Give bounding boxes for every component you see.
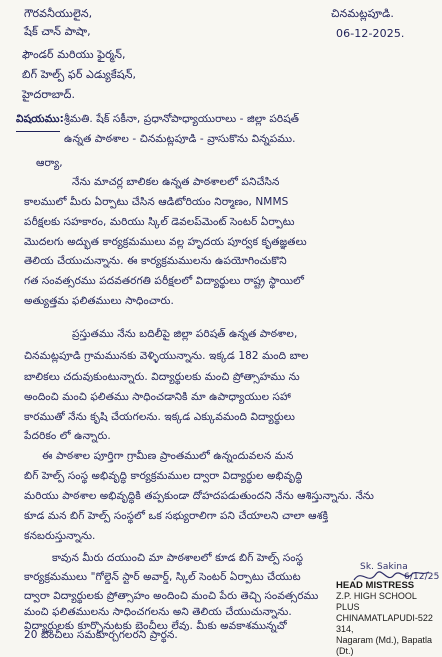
body-line: కార్యక్రమములు "గోల్డెన్ స్టార్ అవార్డ్, స్కిల్ సెంటర్ ఏర్పాటు చేయుట [24, 571, 301, 583]
body-line: చినమట్లపూడి గ్రామమునకు వెళ్ళియున్నాను. ఇక్కడ 182 మంది బాల [24, 350, 309, 362]
subject-line-2: ఉన్నత పాఠశాల - చినమట్లపూడి - వ్రాసుకొను విన్నపము. [64, 133, 296, 145]
body-line: అత్యుత్తమ ఫలితములు సాధించారు. [24, 295, 174, 307]
greeting: ఆర్యా, [36, 157, 63, 169]
subject-underline [16, 131, 60, 132]
body-line: బాలికలు చదువుకుంటున్నారు. విద్యార్థులకు మంచి ప్రోత్సాహము ను [24, 371, 300, 383]
recipient-line-1: గౌరవనీయులైన, [24, 7, 93, 20]
sender-place: చినమట్లపూడి. [331, 7, 395, 20]
sender-date: 06-12-2025. [336, 27, 405, 40]
body-line: కనబరుస్తున్నాను. [24, 530, 96, 542]
body-line: కూడ మన బిగ్ హెల్ప్ సంస్థలో ఒక సభ్యురాలిగా పని చేయాలని చాలా ఆశక్తి [24, 510, 329, 522]
body-line: కాలములో మీరు ఏర్పాటు చేసిన ఆడిటోరియం నిర్మాణం, NMMS [24, 196, 289, 208]
body-line: 20 బెంచీలు సమకూర్చగలరని ప్రార్థన. [24, 629, 178, 641]
body-line: ఈ పాఠశాల పూర్తిగా గ్రామీణ ప్రాంతములో ఉన్నందువలన మన [42, 450, 294, 462]
recipient-line-5: హైదరాబాద్. [22, 88, 76, 101]
stamp-title: HEAD MISTRESS [336, 580, 415, 591]
body-line: ప్రస్తుతము నేను బదిలీపై జిల్లా పరిషత్ ఉన్నత పాఠశాల, [72, 328, 298, 340]
body-line: పేదరికం లో ఉన్నారు. [24, 430, 111, 442]
recipient-line-4: బిగ్ హెల్ప్ ఫర్ ఎడ్యుకేషన్, [22, 68, 137, 81]
body-line: నేను మాచర్ల బాలికల ఉన్నత పాఠశాలలో పనిచేసిన [72, 176, 280, 188]
stamp-line-1: Z.P. HIGH SCHOOL PLUS [336, 591, 417, 612]
signature-text: Sk. Sakina [360, 562, 408, 572]
body-line: బిగ్ హెల్ప్ సంస్థ అభివృద్ధి కార్యక్రమముల ద్వారా విద్యార్థుల అభివృద్ధి [24, 470, 303, 482]
body-line: మంచి ఫలితములను సాధించగలను అని తెలియ చేయుచున్నాను. [24, 606, 292, 618]
body-line: మొదలగు అద్భుత కార్యక్రమములు వల్ల హృదయ పూర్వక కృతజ్ఞతలు [24, 236, 307, 248]
body-line: పరీక్షలకు సహకారం, మరియు స్కిల్ డెవలప్‌మెంట్ సెంటర్ ఏర్పాటు [24, 216, 295, 228]
recipient-line-2: షేక్ చాన్ పాషా, [24, 25, 91, 38]
stamp-line-3: Nagaram (Md.), Bapatla (Dt.) [336, 635, 433, 656]
body-line: తెలియ చేయుచున్నాను. ఈ కార్యక్రమములను ఉపయోగించుకొని [24, 255, 287, 267]
body-line: కారముతో నేను కృషి చేయగలను. ఇక్కడ ఎక్కువమంది విద్యార్థులు [24, 411, 295, 423]
recipient-line-3: ఫౌండర్ మరియు ఫైర్మన్, [22, 48, 126, 61]
stamp-line-2: CHINAMATLAPUDI-522 314, [336, 613, 433, 634]
subject-line-1: శ్రీమతి. షేక్ సకీనా, ప్రధానోపాధ్యాయురాలు - జిల్లా పరిషత్ [64, 113, 300, 125]
body-line: కావున మీరు దయుంచి మా పాఠశాలలో కూడ బిగ్ హెల్ప్ సంస్థ [52, 552, 304, 564]
signature-date: 6/12/25 [404, 572, 440, 582]
body-line: మరియు పాఠశాల అభివృద్ధికి తప్పకుండా దోహదపడుతుందని నేను ఆశిస్తున్నాను. నేను [24, 490, 375, 502]
subject-label: విషయము: [16, 113, 64, 125]
body-line: విద్యార్థులకు కూర్చొనుటకు బెంచీలు లేవు. మీకు అవకాశమున్నచో [24, 620, 287, 632]
body-line: గత సంవత్సరము పదవతరగతి పరీక్షలలో విద్యార్థులు రాష్ట్ర స్థాయిలో [24, 275, 305, 287]
body-line: అందించి మంచి ఫలితము సాధించడానికి మా ఉపాధ్యాయుల సహా [24, 391, 291, 403]
body-line: ద్వారా విద్యార్థులకు ప్రోత్సాహం అందించి మంచి పేరు తెచ్చి సంవత్సరము [24, 590, 319, 602]
official-stamp [336, 580, 440, 657]
